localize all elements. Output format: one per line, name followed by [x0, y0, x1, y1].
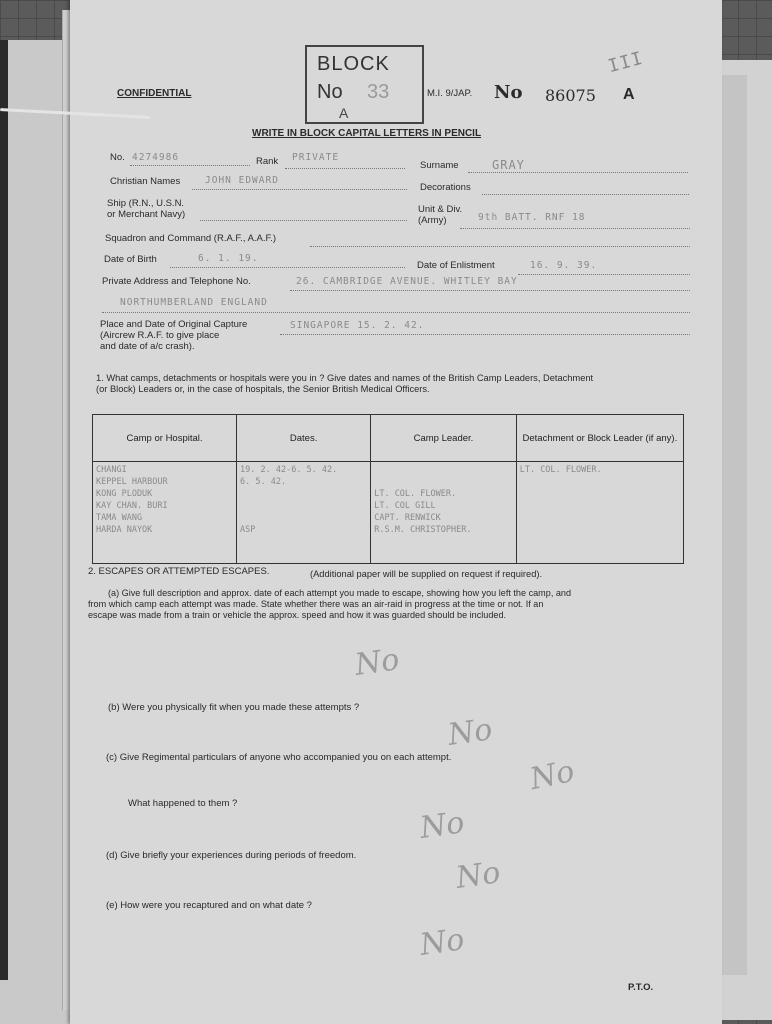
list-item: LT. COL GILL: [374, 501, 436, 511]
list-item: HARDA NAYOK: [96, 525, 153, 535]
enlistment-label: Date of Enlistment: [417, 260, 495, 271]
surname-label: Surname: [420, 160, 459, 171]
dob-line: [170, 267, 405, 268]
detachment-cell: [516, 462, 683, 564]
table-header-row: [93, 415, 684, 462]
confidential-label: CONFIDENTIAL: [117, 88, 192, 99]
rank-value: PRIVATE: [292, 152, 340, 163]
list-item: KEPPEL HARBOUR: [96, 477, 168, 487]
header-camp-leader: Camp Leader.: [371, 415, 517, 462]
decorations-line: [482, 194, 689, 195]
answer-2c-sub: No: [417, 805, 467, 846]
question-2b: (b) Were you physically fit when you made these attempts ?: [108, 702, 360, 713]
instruction-heading: WRITE IN BLOCK CAPITAL LETTERS IN PENCIL: [252, 128, 482, 139]
capture-label-2: (Aircrew R.A.F. to give place: [100, 330, 220, 341]
service-no-label: No.: [110, 152, 125, 163]
address-label: Private Address and Telephone No.: [102, 276, 251, 287]
list-item: [240, 512, 367, 524]
address-line-2: [102, 312, 690, 313]
list-item: 19. 2. 42-6. 5. 42.: [240, 465, 338, 475]
list-item: CAPT. RENWICK: [374, 513, 441, 523]
list-item: LT. COL. FLOWER.: [519, 465, 602, 475]
list-item: [374, 476, 513, 488]
question-2e: (e) How were you recaptured and on what date ?: [106, 900, 312, 911]
binder-spine: [0, 40, 8, 980]
block-stamp: [305, 45, 424, 124]
block-letter: A: [339, 105, 349, 121]
list-item: LT. COL. FLOWER.: [374, 489, 457, 499]
block-no-label: No: [317, 81, 343, 103]
capture-label-3: and date of a/c crash).: [100, 341, 195, 352]
unit-line: [460, 228, 690, 229]
question-2a-line-1: (a) Give full description and approx. date of each attempt you made to escape, showing how you left the camp, and: [108, 588, 572, 598]
unit-value: 9th BATT. RNF 18: [478, 212, 586, 223]
capture-line: [280, 334, 690, 335]
block-no-value: 33: [367, 81, 390, 103]
answer-2e: No: [417, 922, 467, 963]
unit-label-2: (Army): [418, 215, 447, 226]
list-item: TAMA WANG: [96, 513, 143, 523]
dates-cell: [237, 462, 371, 564]
question-2-note: (Additional paper will be supplied on request if required).: [310, 569, 543, 579]
list-item: [240, 500, 367, 512]
question-2c-sub: What happened to them ?: [128, 798, 238, 809]
form-number: 86075: [545, 86, 596, 105]
camp-cell: [93, 462, 237, 564]
header-dates: Dates.: [237, 415, 371, 462]
question-1-line-2: (or Block) Leaders or, in the case of hospitals, the Senior British Medical Officers.: [96, 384, 430, 394]
answer-2c: No: [526, 753, 578, 798]
answer-2a: No: [352, 642, 402, 683]
decorations-label: Decorations: [420, 182, 471, 193]
service-no-value: 4274986: [132, 152, 180, 163]
address-value-2: NORTHUMBERLAND ENGLAND: [120, 297, 268, 308]
corner-pencil-mark: III: [605, 47, 646, 78]
address-value-1: 26. CAMBRIDGE AVENUE. WHITLEY BAY: [296, 276, 518, 287]
surname-value: GRAY: [492, 158, 525, 172]
question-2a-line-2: from which camp each attempt was made. State whether there was an air-raid in progress at the time or not. If an: [88, 599, 544, 609]
enlistment-value: 16. 9. 39.: [530, 260, 598, 271]
ship-label-2: or Merchant Navy): [107, 209, 186, 220]
list-item: ASP: [240, 525, 256, 535]
question-2a-line-3: escape was made from a train or vehicle the approx. speed and how it was guarded should be included.: [88, 610, 507, 620]
address-line-1: [290, 290, 690, 291]
service-no-line: [130, 165, 250, 166]
block-label: BLOCK: [317, 53, 390, 75]
enlistment-line: [518, 274, 690, 275]
pto-label: P.T.O.: [628, 982, 654, 993]
squadron-line: [310, 246, 690, 247]
answer-2b: No: [445, 712, 495, 753]
capture-value: SINGAPORE 15. 2. 42.: [290, 320, 425, 331]
ship-line: [200, 220, 407, 221]
list-item: KAY CHAN. BURI: [96, 501, 168, 511]
list-item: KONG PLODUK: [96, 489, 153, 499]
surname-line: [468, 172, 688, 173]
christian-names-label: Christian Names: [110, 176, 181, 187]
rank-line: [285, 168, 405, 169]
leader-cell: [371, 462, 517, 564]
dob-value: 6. 1. 19.: [198, 253, 259, 264]
list-item: [240, 488, 367, 500]
unit-label-1: Unit & Div.: [418, 204, 463, 215]
question-2-title: 2. ESCAPES OR ATTEMPTED ESCAPES.: [88, 566, 270, 577]
answer-2d: No: [453, 855, 503, 896]
header-camp: Camp or Hospital.: [93, 415, 237, 462]
mi-reference: M.I. 9/JAP.: [427, 88, 473, 99]
camps-table: [92, 414, 684, 564]
rank-label: Rank: [256, 156, 279, 167]
question-1-line-1: 1. What camps, detachments or hospitals were you in ? Give dates and names of the British Camp Leaders, Detachment: [96, 373, 594, 383]
table-row: [93, 462, 684, 564]
christian-names-value: JOHN EDWARD: [205, 175, 279, 186]
question-2d: (d) Give briefly your experiences during periods of freedom.: [106, 850, 357, 861]
form-number-label: No: [494, 82, 523, 103]
list-item: [374, 464, 513, 476]
list-item: 6. 5. 42.: [240, 477, 287, 487]
question-2c: (c) Give Regimental particulars of anyone who accompanied you on each attempt.: [106, 752, 452, 763]
form-suffix: A: [623, 86, 635, 103]
squadron-label: Squadron and Command (R.A.F., A.A.F.): [105, 233, 277, 244]
header-detachment: Detachment or Block Leader (if any).: [516, 415, 683, 462]
dob-label: Date of Birth: [104, 254, 157, 265]
christian-names-line: [192, 189, 407, 190]
list-item: CHANGI: [96, 465, 127, 475]
ship-label-1: Ship (R.N., U.S.N.: [107, 198, 185, 209]
list-item: R.S.M. CHRISTOPHER.: [374, 525, 472, 535]
capture-label-1: Place and Date of Original Capture: [100, 319, 248, 330]
